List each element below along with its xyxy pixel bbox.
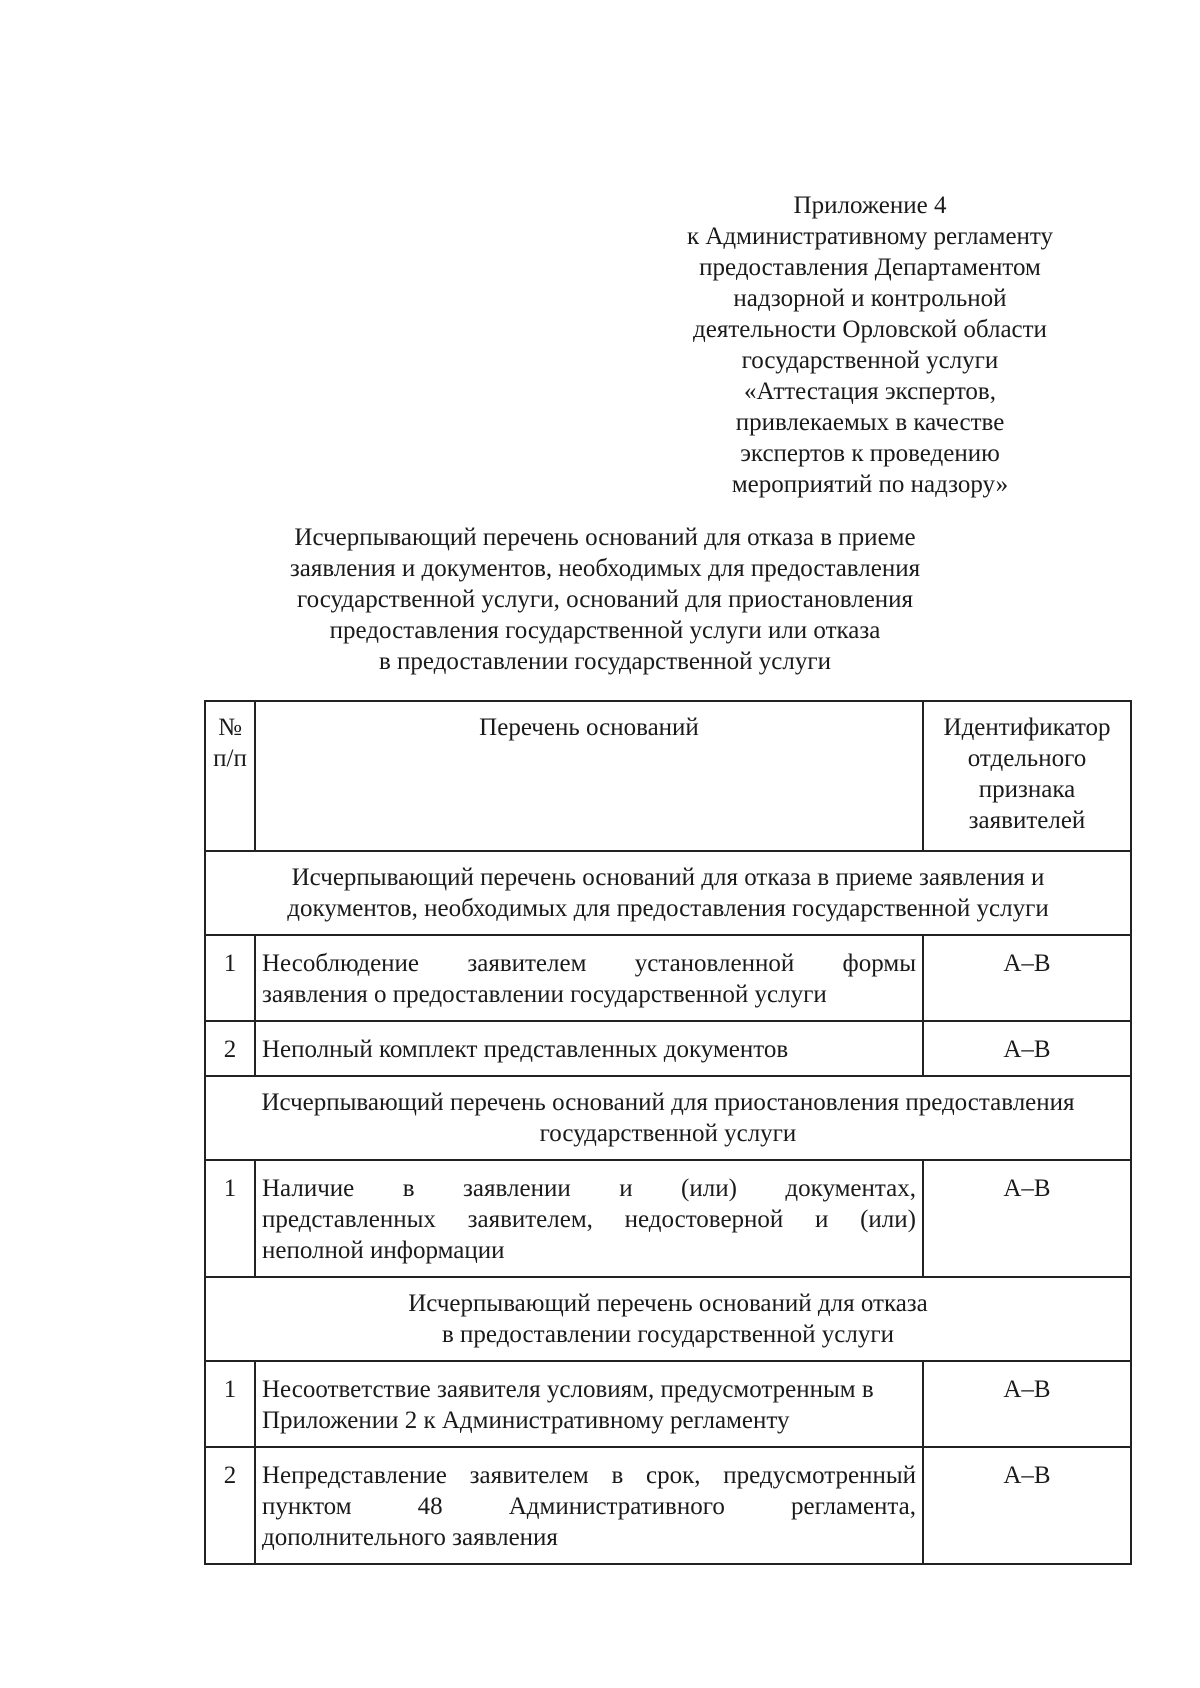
table-row	[205, 1021, 1131, 1076]
title-line: государственной услуги, оснований для приостановления	[296, 586, 914, 613]
section-title-line: Исчерпывающий перечень оснований для отказа	[408, 1290, 928, 1317]
appendix-line: мероприятий по надзору»	[731, 471, 1009, 498]
appendix-line: экспертов к проведению	[740, 440, 1000, 467]
header-identifier-line: признака	[978, 776, 1076, 803]
section-row	[205, 851, 1131, 935]
appendix-line: надзорной и контрольной	[733, 285, 1007, 312]
table-row	[205, 1447, 1131, 1564]
title-line: заявления и документов, необходимых для предоставления	[289, 555, 921, 582]
appendix-line: государственной услуги	[741, 347, 999, 374]
row-text	[255, 935, 923, 1021]
title-line: Исчерпывающий перечень оснований для отказа в приеме	[294, 524, 916, 551]
appendix-header	[640, 190, 1100, 500]
row-identifier: А–В	[923, 1160, 1131, 1277]
header-identifier-line: заявителей	[968, 807, 1086, 834]
title-line: в предоставлении государственной услуги	[378, 648, 832, 675]
section-title	[205, 851, 1131, 935]
table-header-row	[205, 701, 1131, 851]
table-row	[205, 1160, 1131, 1277]
section-title-line: Исчерпывающий перечень оснований для отказа в приеме заявления и	[291, 864, 1045, 891]
appendix-line: привлекаемых в качестве	[735, 409, 1005, 436]
row-text	[255, 1447, 923, 1564]
section-row	[205, 1076, 1131, 1160]
section-title	[205, 1277, 1131, 1361]
row-number: 1	[205, 1160, 255, 1277]
section-title	[205, 1076, 1131, 1160]
appendix-line: «Аттестация экспертов,	[744, 378, 996, 405]
row-text-line: Наличие в заявлении и (или) документах,	[262, 1175, 916, 1202]
row-text-line: заявления о предоставлении государственной услуги	[262, 981, 827, 1008]
row-identifier: А–В	[923, 1361, 1131, 1447]
header-identifier-line: Идентификатор	[943, 714, 1111, 741]
section-title-line: документов, необходимых для предоставления государственной услуги	[287, 895, 1049, 922]
header-number-sign: №	[218, 714, 242, 741]
header-list-cell: Перечень оснований	[255, 701, 923, 851]
table-row	[205, 935, 1131, 1021]
row-text-line: дополнительного заявления	[262, 1524, 558, 1551]
header-number-cell	[205, 701, 255, 851]
row-number: 2	[205, 1021, 255, 1076]
grounds-table	[204, 700, 1132, 1565]
row-number: 1	[205, 1361, 255, 1447]
header-number-abbr: п/п	[213, 745, 247, 772]
row-text-line: Непредставление заявителем в срок, предусмотренный	[262, 1462, 916, 1489]
section-title-line: в предоставлении государственной услуги	[441, 1321, 895, 1348]
row-text-line: Несоответствие заявителя условиям, предусмотренным в	[262, 1376, 874, 1403]
header-identifier-cell	[923, 701, 1131, 851]
row-identifier: А–В	[923, 1447, 1131, 1564]
row-text-line: Неполный комплект представленных документов	[262, 1036, 789, 1063]
row-identifier: А–В	[923, 1021, 1131, 1076]
row-text	[255, 1361, 923, 1447]
row-text-line: неполной информации	[262, 1237, 505, 1264]
appendix-line: деятельности Орловской области	[693, 316, 1047, 343]
appendix-line: предоставления Департаментом	[699, 254, 1041, 281]
row-text-line: Несоблюдение заявителем установленной формы	[262, 950, 916, 977]
title-line: предоставления государственной услуги или отказа	[329, 617, 881, 644]
row-text-line: представленных заявителем, недостоверной и (или)	[262, 1206, 916, 1233]
row-number: 2	[205, 1447, 255, 1564]
section-title-line: Исчерпывающий перечень оснований для приостановления предоставления	[261, 1089, 1075, 1116]
section-title-line: государственной услуги	[539, 1120, 797, 1147]
row-text-line: пунктом 48 Административного регламента,	[262, 1493, 916, 1520]
section-row	[205, 1277, 1131, 1361]
document-title	[220, 522, 990, 677]
row-text	[255, 1021, 923, 1076]
header-identifier-line: отдельного	[967, 745, 1087, 772]
appendix-line: Приложение 4	[793, 192, 947, 219]
row-text	[255, 1160, 923, 1277]
row-number: 1	[205, 935, 255, 1021]
row-identifier: А–В	[923, 935, 1131, 1021]
appendix-line: к Административному регламенту	[686, 223, 1054, 250]
row-text-line: Приложении 2 к Административному регламенту	[262, 1407, 790, 1434]
table-row	[205, 1361, 1131, 1447]
